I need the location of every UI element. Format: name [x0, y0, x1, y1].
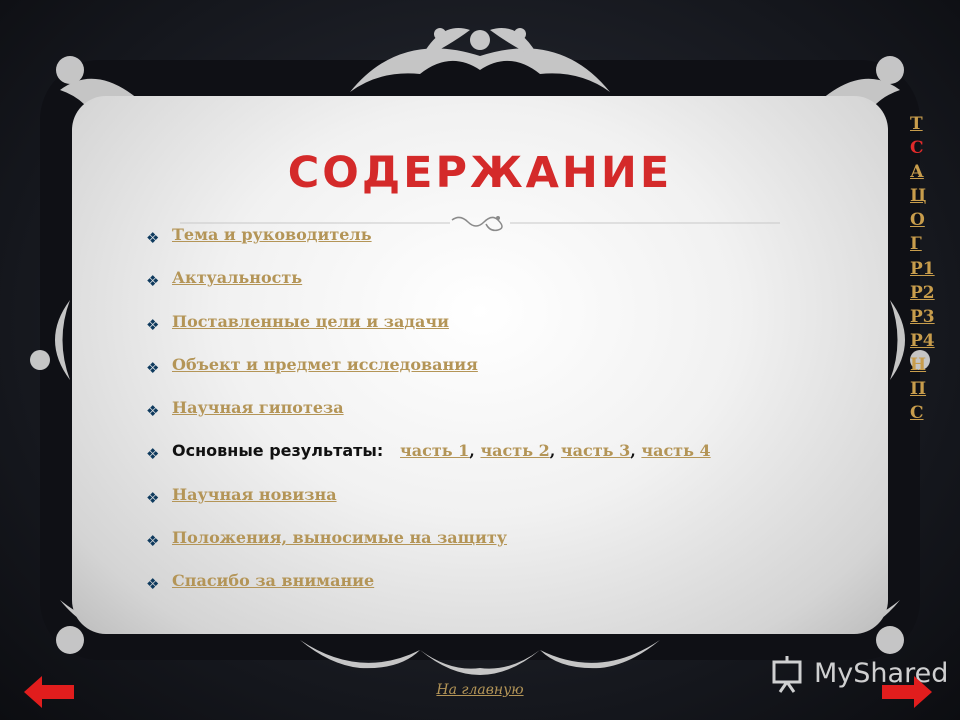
diamond-bullet-icon: ❖ [146, 445, 160, 464]
sidenav-item[interactable]: Т [910, 114, 923, 134]
diamond-bullet-icon: ❖ [146, 532, 160, 551]
sidenav-item[interactable]: Ц [910, 186, 927, 207]
list-item [146, 527, 711, 570]
toc-link-part-1[interactable]: часть 1 [400, 441, 470, 461]
list-item [146, 311, 711, 354]
list-item-results [146, 440, 711, 483]
toc-link-part-3[interactable]: часть 3 [560, 441, 631, 461]
diamond-bullet-icon: ❖ [146, 229, 160, 247]
results-separator: , [630, 441, 636, 461]
toc-link-goals[interactable]: Поставленные цели и задачи [172, 311, 449, 331]
toc-link-novelty[interactable]: Научная новизна [172, 484, 337, 504]
results-separator: , [549, 441, 556, 461]
toc-link-defense[interactable]: Положения, выносимые на защиту [172, 528, 508, 548]
diamond-bullet-icon: ❖ [146, 315, 160, 334]
sidenav-item[interactable]: Н [910, 354, 927, 375]
sidenav-item[interactable]: Р4 [910, 330, 935, 351]
toc-link-part-2[interactable]: часть 2 [480, 441, 550, 461]
toc-link-topic[interactable]: Тема и руководитель [172, 225, 372, 244]
sidenav-item[interactable]: П [910, 379, 927, 400]
sidenav-item[interactable]: Г [910, 234, 922, 255]
list-item [146, 397, 711, 440]
results-label: Основные результаты: [172, 441, 384, 461]
home-link[interactable]: На главную [436, 682, 524, 698]
sidenav-item[interactable]: А [910, 162, 924, 183]
list-item [146, 224, 711, 267]
toc-link-thanks[interactable]: Спасибо за внимание [172, 571, 375, 591]
sidenav-item[interactable]: О [910, 210, 925, 231]
toc-link-object[interactable]: Объект и предмет исследования [172, 354, 478, 374]
arrow-right-icon [882, 676, 932, 708]
sidenav-item[interactable]: Р1 [910, 258, 935, 279]
toc-link-part-4[interactable]: часть 4 [641, 441, 711, 461]
side-navigation [910, 112, 940, 425]
toc-link-hypothesis[interactable]: Научная гипотеза [172, 398, 344, 418]
watermark-text: MyShared [814, 658, 949, 689]
diamond-bullet-icon: ❖ [146, 402, 160, 421]
diamond-bullet-icon: ❖ [146, 575, 160, 594]
diamond-bullet-icon: ❖ [146, 272, 160, 291]
table-of-contents [146, 224, 711, 614]
list-item [146, 267, 711, 310]
page-title: СОДЕРЖАНИЕ [287, 148, 673, 198]
results-separator: , [469, 441, 475, 461]
next-slide-button[interactable] [880, 674, 932, 710]
sidenav-item[interactable]: С [910, 403, 924, 424]
list-item [146, 570, 711, 613]
sidenav-item-current[interactable]: С [910, 138, 924, 159]
list-item [146, 354, 711, 397]
toc-link-relevance[interactable]: Актуальность [172, 268, 303, 288]
diamond-bullet-icon: ❖ [146, 488, 160, 507]
sidenav-item[interactable]: Р3 [910, 306, 935, 327]
sidenav-item[interactable]: Р2 [910, 282, 935, 303]
list-item [146, 484, 711, 527]
diamond-bullet-icon: ❖ [146, 358, 160, 377]
